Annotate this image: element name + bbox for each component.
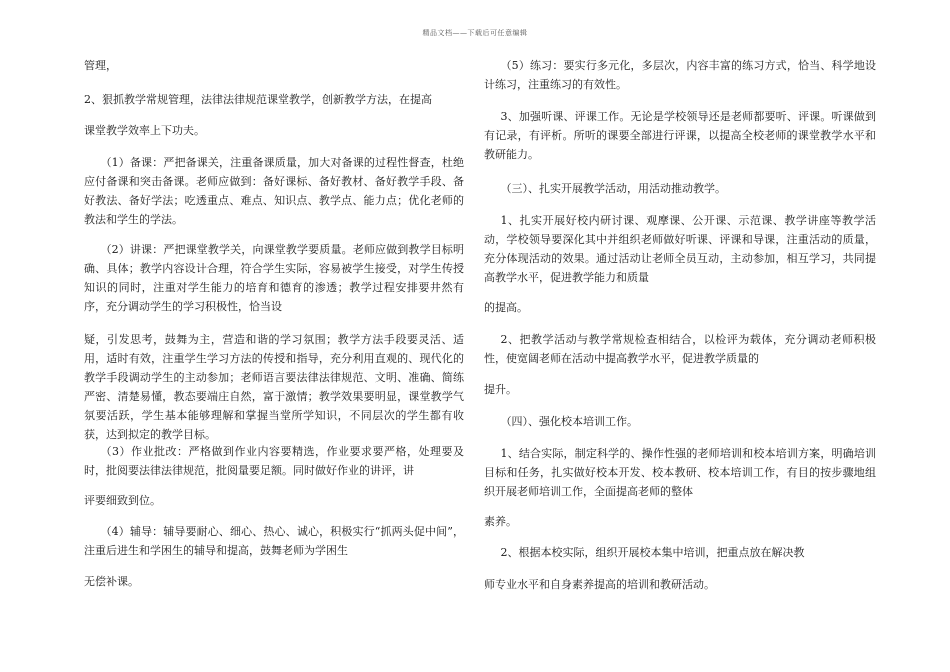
- paragraph: 师专业水平和自身素养提高的培训和教研活动。: [484, 578, 715, 591]
- paragraph: 2、把教学活动与教学常规检查相结合，以检评为载体，充分调动老师积极性，使宽阔老师在活动中提高教学水平，促进教学质量的: [484, 333, 876, 365]
- paragraph: 2、根据本校实际，组织开展校本集中培训，把重点放在解决教: [500, 546, 805, 559]
- paragraph: 2、狠抓教学常规管理，法律法律规范课堂教学，创新教学方法，在提高: [84, 93, 432, 106]
- paragraph: （5）练习：要实行多元化，多层次，内容丰富的练习方式，恰当、科学地设计练习，注重练习的有效性。: [484, 59, 876, 91]
- paragraph: （3）作业批改：严格做到作业内容要精选，作业要求要严格，处理要及时，批阅要法律法律规范，批阅量要足额。同时做好作业的讲评，讲: [84, 445, 464, 477]
- paragraph: 3、加强听课、评课工作。无论是学校领导还是老师都要听、评课。听课做到有记录，有评析。所听的课要全部进行评课，以提高全校老师的课堂教学水平和教研能力。: [484, 110, 876, 161]
- paragraph: （4）辅导：辅导要耐心、细心、热心、诚心，积极实行“抓两头促中间”，注重后进生和学困生的辅导和提高，鼓舞老师为学困生: [84, 525, 464, 557]
- page-header: 精品文档——下载后可任意编辑: [422, 29, 528, 37]
- paragraph: 的提高。: [484, 301, 528, 314]
- paragraph: 1、扎实开展好校内研讨课、观摩课、公开课、示范课、教学讲座等教学活动，学校领导要深化其中并组织老师做好听课、评课和导课，注重活动的质量，充分体现活动的效果。通过活动让老师全员互动，主动参加，相互学习，共同提高教学水平，促进教学能力和质量: [484, 214, 876, 284]
- paragraph: （2）讲课：严把课堂教学关，向课堂教学要质量。老师应做到教学目标明确、具体；教学内容设计合理，符合学生实际，容易被学生接受，对学生传授知识的同时，注重对学生能力的培育和德育的渗透；教学过程安排要井然有序，充分调动学生的学习积极性，恰当设: [84, 243, 464, 313]
- paragraph: 疑，引发思考，鼓舞为主，营造和谐的学习氛围；教学方法手段要灵活、适用，适时有效，注重学生学习方法的传授和指导，充分利用直观的、现代化的教学手段调动学生的主动参加；老师语言要法律法律规范、文明、准确、简练严密、清楚易懂，教态要端庄自然，富于激情；教学效果要明显，课堂教学气氛要活跃，学生基本能够理解和掌握当堂所学知识，不同层次的学生都有收获，达到拟定的教学目标。: [84, 333, 464, 441]
- paragraph: （三）、扎实开展教学活动，用活动推动教学。: [500, 182, 726, 195]
- paragraph: 提升。: [484, 383, 517, 396]
- paragraph: 无偿补课。: [84, 575, 139, 588]
- paragraph: 管理，: [84, 59, 117, 72]
- paragraph: 课堂教学效率上下功夫。: [84, 124, 205, 137]
- paragraph: （1）备课：严把备课关，注重备课质量，加大对备课的过程性督查，杜绝应付备课和突击备课。老师应做到：备好课标、备好教材、备好教学手段、备好教法、备好学法；吃透重点、难点、知识点、教学点、能力点；优化老师的教法和学生的学法。: [84, 156, 464, 226]
- paragraph: 1、结合实际，制定科学的、操作性强的老师培训和校本培训方案，明确培训目标和任务，扎实做好校本开发、校本教研、校本培训工作，有目的按步骤地组织开展老师培训工作，全面提高老师的整体: [484, 447, 876, 498]
- paragraph: 评要细致到位。: [84, 494, 161, 507]
- paragraph: （四）、强化校本培训工作。: [500, 415, 638, 428]
- paragraph: 素养。: [484, 515, 517, 528]
